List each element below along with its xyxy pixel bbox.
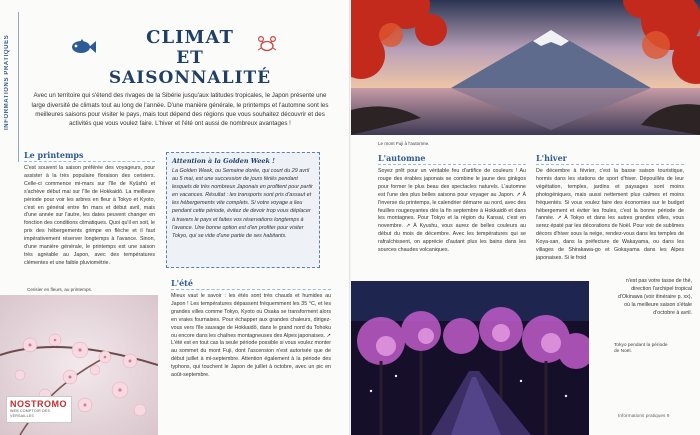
- page-title: [100, 28, 280, 88]
- fuji-photo-caption: Le mont Fuji à l'automne.: [378, 141, 430, 146]
- mount-fuji-photo: [351, 0, 700, 135]
- tokyo-christmas-photo: [351, 281, 589, 435]
- spring-text: C'est souvent la saison préférée des voyageurs, pour assister à la très populaire floraison des cerisiers. Celle-ci commence mi-mars sur l'île de Kyūshū et s'achève début mai sur l'île de Hokkaidō. La meilleure période pour voir les arbres en fleur à Tokyo et Kyoto, c'est en général entre fin mars et début avril, mais d'une année sur l'autre, les dates peuvent changer en fonction des conditions climatiques. Quoi qu'il en soit, le prix des hébergements grimpe en flèche et il faut impérativement réserver longtemps à l'avance. Sinon, d'une manière générale, le printemps est une saison très agréable au Japon, avec des températures clémentes et une faible pluviométrie.: [24, 165, 155, 266]
- winter-text: De décembre à février, c'est la basse saison touristique, hormis dans les stations de sport d'hiver. Dépouillés de leur végétation, temples, jardins et paysages sont moins photogéniques, mais aussi nettement plus calmes et moins fréquentés. Si vous voulez faire des économies sur le budget hébergement et éviter les foules, c'est la bonne période de l'année. ➚ À Tokyo et dans les autres grandes villes, vous serez épaté par les décorations de Noël. Pour voir de sublimes décors d'hiver sous la neige, rendez-vous dans les temples de Koya-san, dans la préfecture de Wakayama, ou dans les villages de Shirakawa-go et Gokayama dans les Alpes japonaises. Si le froid: [536, 168, 684, 261]
- winter-section: [536, 153, 684, 263]
- spring-photo-caption: Cerisier en fleurs, au printemps.: [27, 287, 93, 292]
- summer-heading: L'été: [171, 278, 331, 290]
- logo-subtitle: WEB COMPTOIR DES VERSAILLES: [10, 409, 51, 418]
- fish-icon: [68, 38, 96, 56]
- winter-heading: L'hiver: [536, 153, 684, 165]
- summer-text: Mieux vaut le savoir : les étés sont très chauds et humides au Japon ! Les températures dépassent fréquemment les 35 °C, et les grandes villes comme Tokyo, Kyoto ou Osaka se transforment alors en vraies fournaises. Pour échapper aux grandes chaleurs, dirigez-vous vers l'île sauvage de Hokkaidō, dans le grand nord du Tohoku ou encore dans les chaînes montagneuses des Alpes japonaises. ➚ L'été est en tout cas la seule période possible si vous voulez monter au sommet du mont Fuji, dont l'ascension n'est autorisée que de début juillet à mi-septembre. Attention également à la période des typhons, qui touchent le Japon de juillet à octobre, avec un pic en août-septembre.: [171, 293, 331, 379]
- autumn-text: Soyez prêt pour un véritable feu d'artifice de couleurs ! Au rouge des érables japonais se combine le jaune des ginkgos pour former le plus beau des spectacles naturels. L'automne est l'une des plus belles saisons pour voyager au Japon. ➚ À l'inverse du printemps, le calendrier démarre au nord, avec des feuilles rougeoyantes dès la fin septembre à Hokkaidō et dans les montagnes. Pour Tokyo et la région du Kansai, c'est en novembre. ➚ À Kyushu, vous aurez de belles couleurs au début du mois de décembre. Avec les températures qui se rafraîchissent, on apprécie d'autant plus les bains dans les sources chaudes volcaniques.: [378, 168, 526, 254]
- page-footer: Informations pratiques 9: [618, 414, 670, 419]
- side-section-label: INFORMATIONS PRATIQUES: [4, 34, 10, 130]
- golden-week-box: [166, 152, 320, 268]
- logo-name: NOSTROMO: [10, 399, 67, 409]
- spring-section: [24, 150, 155, 268]
- summer-section: [171, 278, 331, 380]
- autumn-section: [378, 153, 526, 255]
- spring-heading: Le printemps: [24, 150, 155, 162]
- golden-week-title: Attention à la Golden Week !: [172, 157, 275, 165]
- side-rule: [18, 12, 19, 162]
- title-line-2: ET SAISONNALITÉ: [108, 48, 272, 88]
- autumn-heading: L'automne: [378, 153, 526, 165]
- winter-text-continued: n'est pas votre tasse de thé, direction l'archipel tropical d'Okinawa (voir itinéraire p. xx), où la meilleure saison s'étale d'octobre à avril.: [617, 278, 692, 316]
- publisher-logo: [6, 396, 72, 423]
- intro-paragraph: Avec un territoire qui s'étend des rivages de la Sibérie jusqu'aux latitudes tropicales, le Japon présente une large diversité de climats tout au long de l'année. D'une manière générale, le printemps et l'automne sont les meilleures saisons pour visiter le pays, mais tout dépend des régions que vous souhaitez découvrir et des activités que vous voulez faire. L'hiver et l'été ont aussi de nombreux avantages !: [31, 92, 329, 128]
- golden-week-text: La Golden Week, ou Semaine dorée, qui court du 29 avril au 5 mai, est une succession de jours fériés pendant lesquels de très nombreux Japonais en profitent pour partir en vacances. Résultat : les transports sont pris d'assaut et les hébergements vite complets. Si votre voyage a lieu pendant cette période, évitez de devoir trop vous déplacer à travers le pays et faites vos réservations longtemps à l'avance. Une bonne option est d'en profiter pour visiter Tokyo, qui se vide d'une partie de ses habitants.: [172, 168, 313, 239]
- crab-icon: [257, 34, 277, 54]
- title-line-1: CLIMAT: [146, 27, 234, 48]
- tokyo-photo-caption: Tokyo pendant la période de Noël.: [614, 343, 668, 355]
